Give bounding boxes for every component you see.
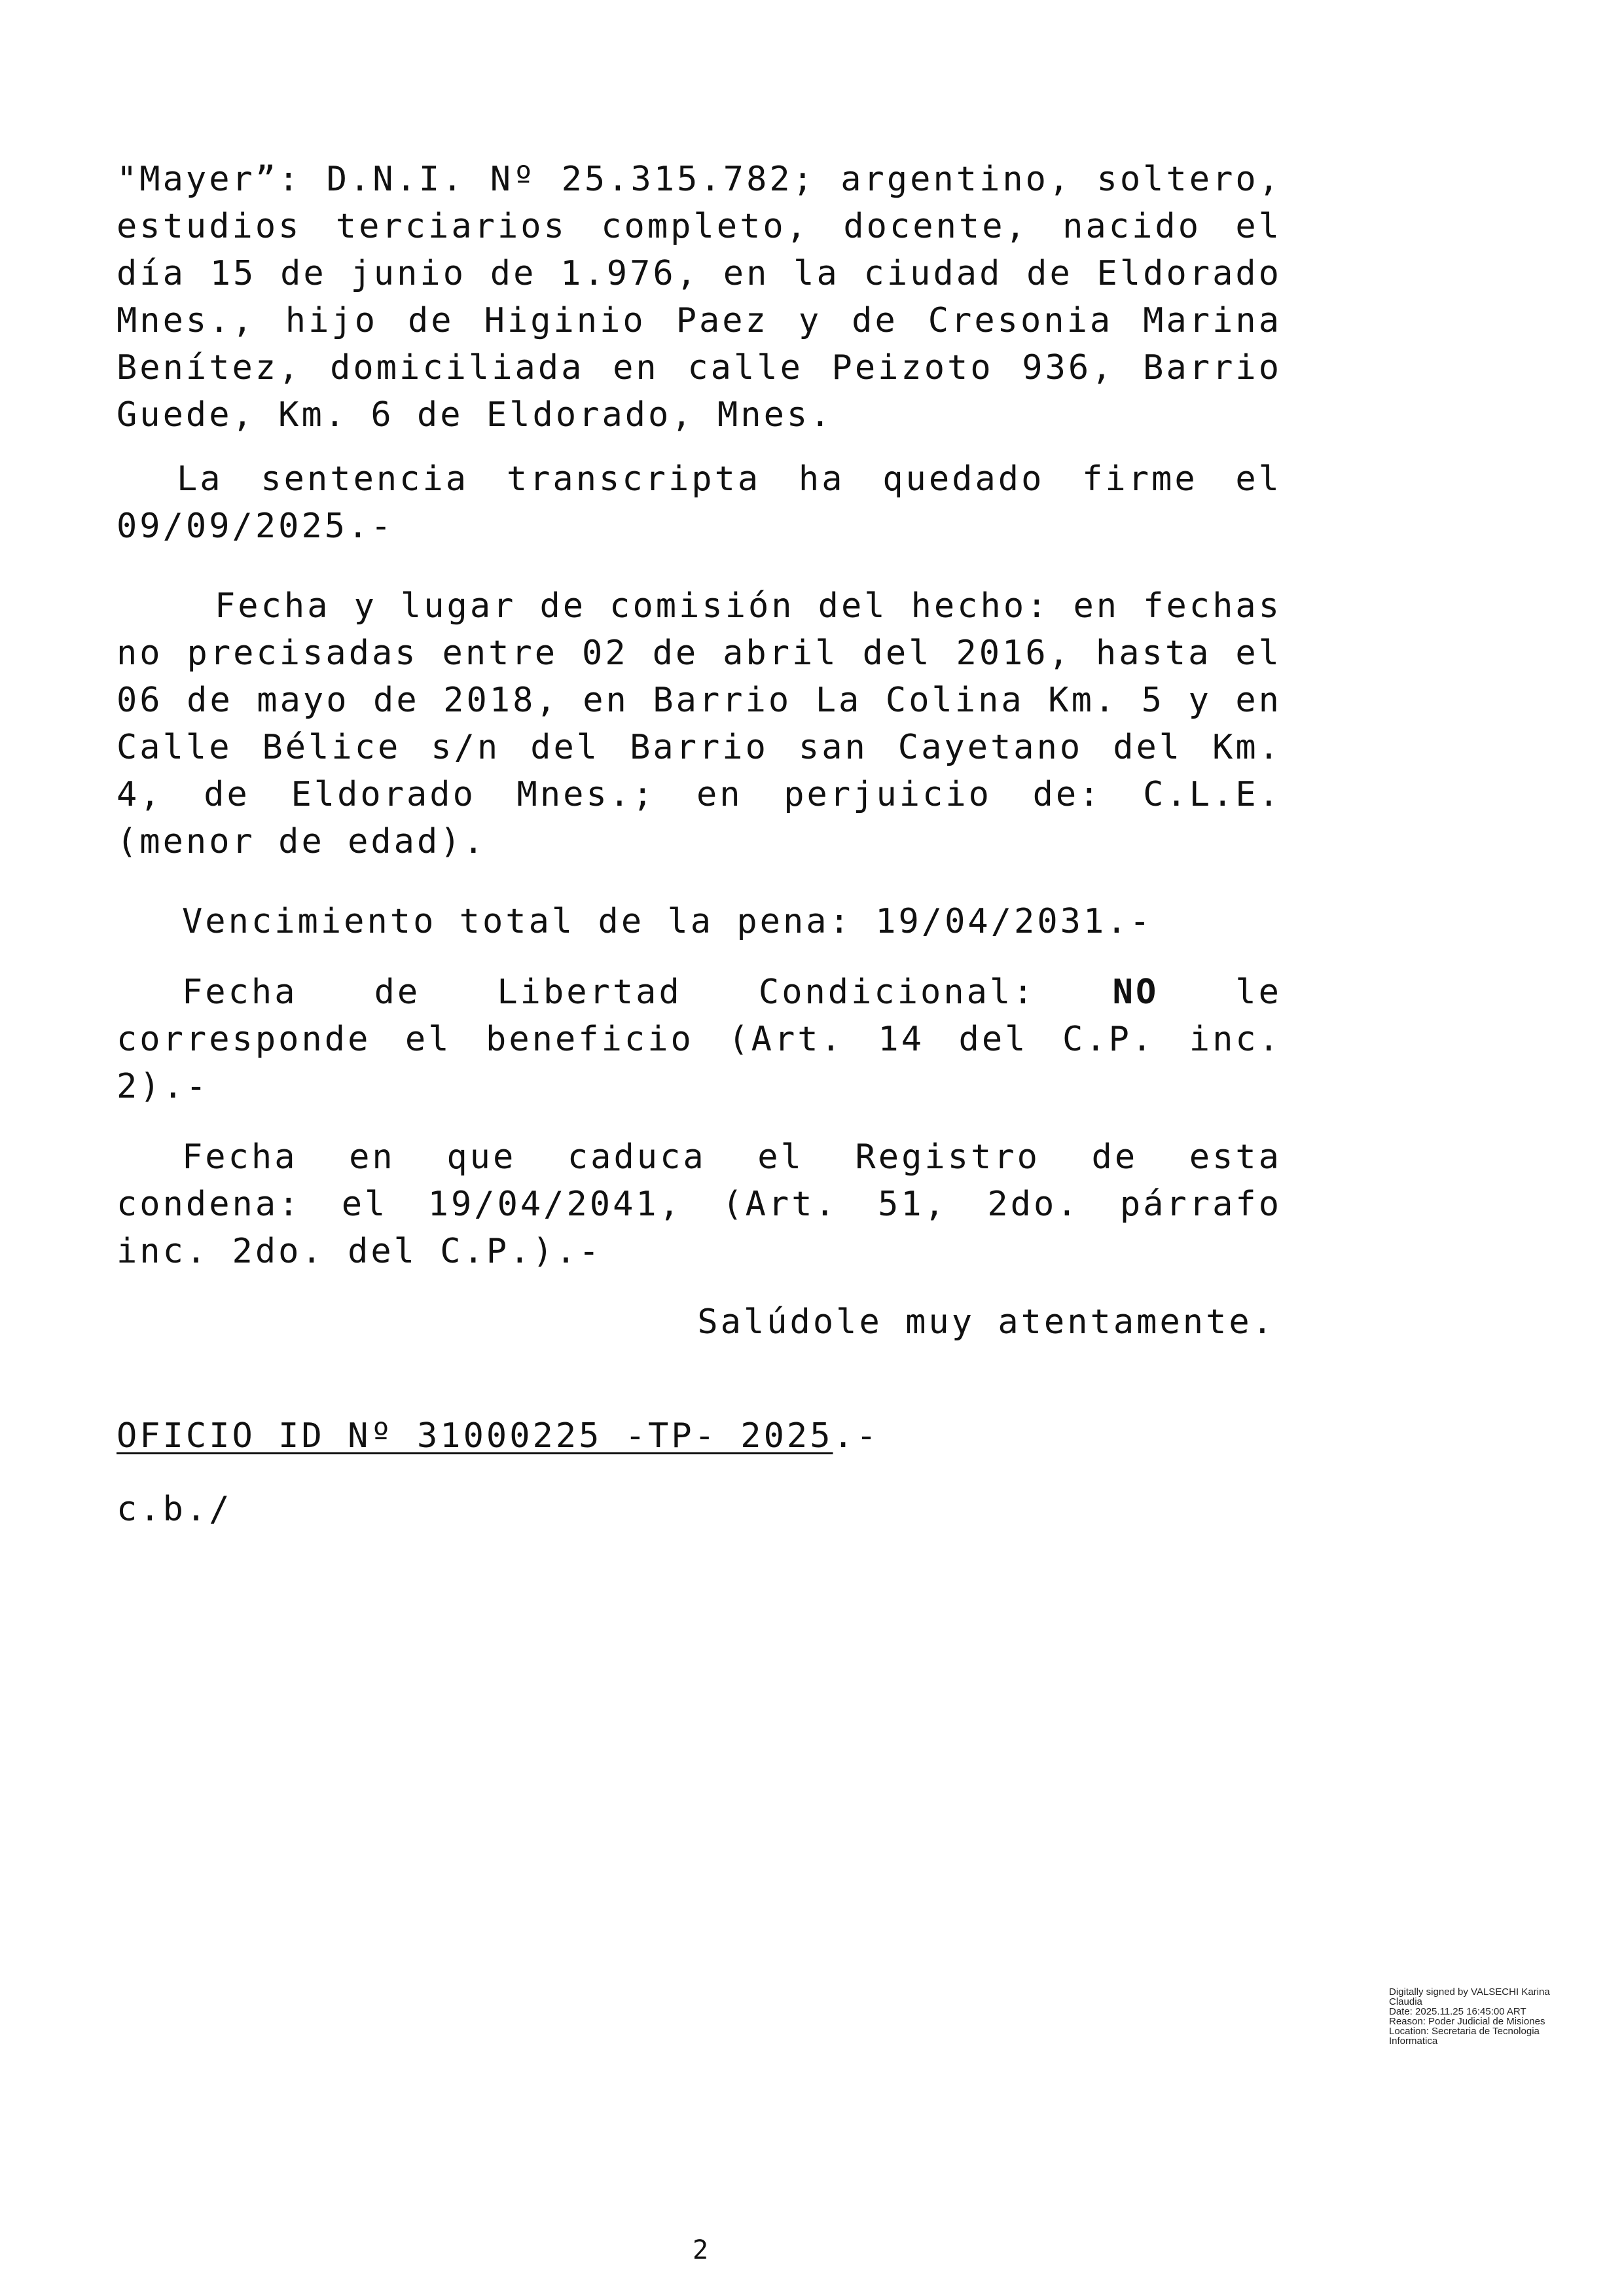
- signature-signer: Digitally signed by VALSECHI Karina: [1389, 1986, 1550, 1998]
- parole-suffix: le corresponde el beneficio (Art. 14 del C.P. inc. 2).-: [117, 973, 1282, 1106]
- sentence-expiry-paragraph: Vencimiento total de la pena: 19/04/2031.-: [182, 902, 1153, 941]
- sentence-final-paragraph: La sentencia transcripta ha quedado firme el 09/09/2025.-: [117, 459, 1282, 546]
- page-number: 2: [692, 2235, 709, 2265]
- signature-reason: Reason: Poder Judicial de Misiones: [1389, 2016, 1545, 2027]
- typist-initials: c.b./: [117, 1490, 232, 1529]
- parole-prefix: Fecha de Libertad Condicional:: [182, 973, 1113, 1012]
- identity-paragraph: "Mayer”: D.N.I. Nº 25.315.782; argentino, soltero, estudios terciarios completo, docente, nacido el día 15 de junio de 1.976, en la ciudad de Eldorado Mnes., hijo de Higinio Paez y de Cresonia Marina Benítez, domiciliada en calle Peizoto 936, Barrio Guede, Km. 6 de Eldorado, Mnes.: [117, 160, 1282, 435]
- signature-location-cont: Informatica: [1389, 2036, 1438, 2047]
- oficio-suffix: .-: [833, 1416, 880, 1456]
- parole-paragraph: [117, 969, 1282, 1110]
- signature-date: Date: 2025.11.25 16:45:00 ART: [1389, 2006, 1526, 2017]
- signature-location: Location: Secretaria de Tecnologia: [1389, 2026, 1540, 2037]
- signature-signer-cont: Claudia: [1389, 1996, 1422, 2007]
- oficio-id: OFICIO ID Nº 31000225 -TP- 2025: [117, 1416, 833, 1456]
- closing-salutation: Salúdole muy atentamente.: [697, 1302, 1275, 1342]
- registry-expiry-paragraph: Fecha en que caduca el Registro de esta condena: el 19/04/2041, (Art. 51, 2do. párrafo inc. 2do. del C.P.).-: [117, 1138, 1282, 1271]
- parole-negation: NO: [1112, 973, 1159, 1012]
- document-body: [117, 156, 1282, 1533]
- oficio-reference: [117, 1412, 1282, 1460]
- offense-details-paragraph: Fecha y lugar de comisión del hecho: en fechas no precisadas entre 02 de abril del 2016, hasta el 06 de mayo de 2018, en Barrio La Colina Km. 5 y en Calle Bélice s/n del Barrio san Cayetano del Km. 4, de Eldorado Mnes.; en perjuicio de: C.L.E. (menor de edad).: [117, 586, 1282, 861]
- digital-signature-stamp: [1389, 1987, 1585, 2046]
